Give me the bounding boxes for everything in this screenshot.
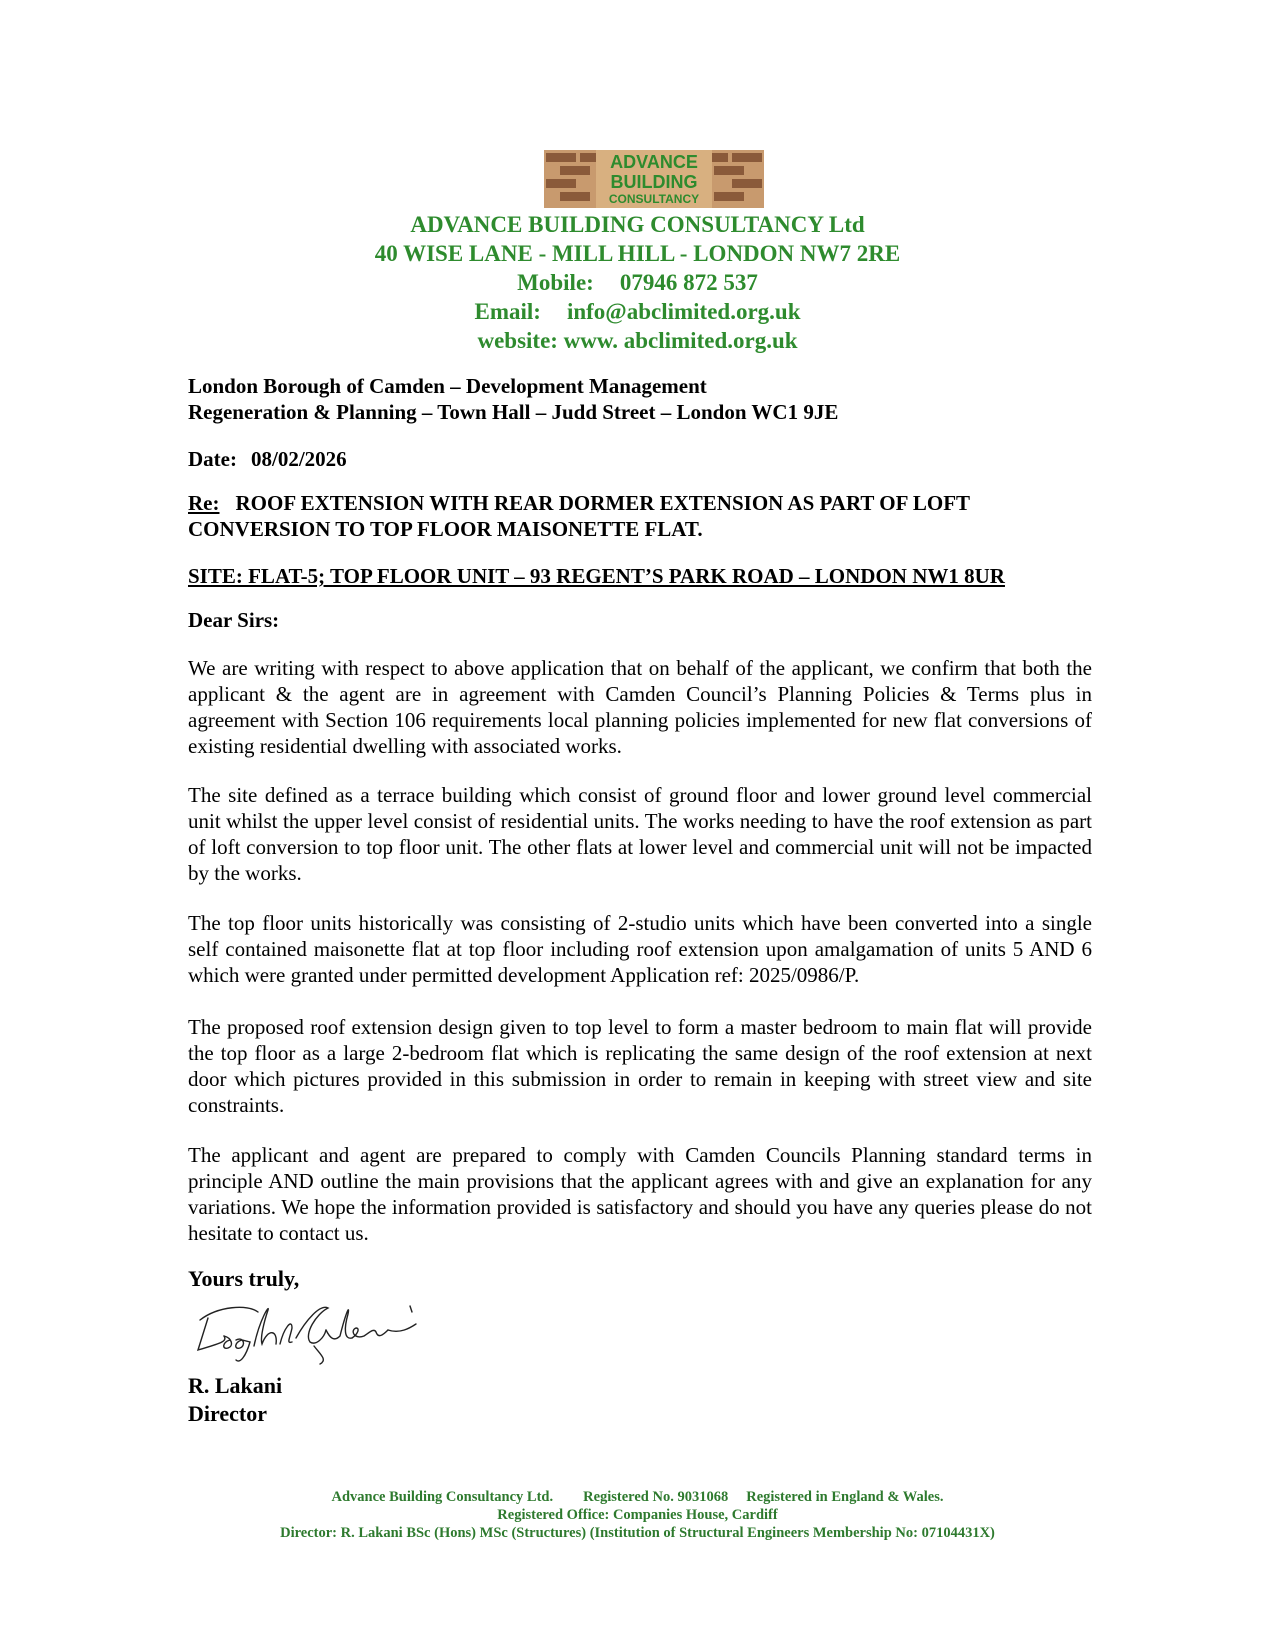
recipient-address — [188, 373, 1092, 425]
signatory-title: Director — [188, 1401, 267, 1426]
footer-reg-no: Registered No. 9031068 — [583, 1489, 729, 1505]
company-logo — [544, 150, 764, 208]
body-paragraph-4: The proposed roof extension design given to top level to form a master bedroom to main flat will provide the top floor as a large 2-bedroom flat which is replicating the same design of the roof extension at next door which pictures provided in this submission in order to remain in keeping with street view and site constraints. — [188, 1015, 1092, 1117]
body-paragraph-2: The site defined as a terrace building which consist of ground floor and lower ground level commercial unit whilst the upper level consist of residential units. The works needing to have the roof extension as part of loft conversion to top floor unit. The other flats at lower level and commercial unit will not be impacted by the works. — [188, 783, 1092, 885]
logo-line2: BUILDING — [610, 172, 698, 192]
logo-line1: ADVANCE — [610, 152, 698, 172]
footer-director: Director: R. Lakani BSc (Hons) MSc (Structures) (Institution of Structural Engineers Membership No: 07104431X) — [280, 1525, 995, 1541]
company-email — [0, 297, 1275, 326]
body-paragraph-3: The top floor units historically was consisting of 2-studio units which have been converted into a single self contained maisonette flat at top floor including roof extension upon amalgamation of units 5 AND 6 which were granted under permitted development Application ref: 2025/0986/P. — [188, 911, 1092, 987]
company-mobile — [0, 268, 1275, 297]
footer-office: Registered Office: Companies House, Cardiff — [497, 1507, 778, 1523]
letter-date — [188, 446, 1092, 472]
footer-company: Advance Building Consultancy Ltd. — [331, 1489, 554, 1505]
date-label: Date: — [188, 447, 237, 471]
company-website: website: www. abclimited.org.uk — [477, 328, 798, 353]
salutation: Dear Sirs: — [188, 608, 280, 632]
re-line1: ROOF EXTENSION WITH REAR DORMER EXTENSION AS PART OF LOFT — [235, 491, 971, 515]
company-address: 40 WISE LANE - MILL HILL - LONDON NW7 2RE — [374, 241, 901, 266]
re-line2: CONVERSION TO TOP FLOOR MAISONETTE FLAT. — [188, 517, 703, 541]
mobile-label: Mobile: — [517, 270, 594, 295]
footer-registration — [0, 1488, 1275, 1506]
logo-line3: CONSULTANCY — [608, 192, 700, 206]
recipient-line1: London Borough of Camden – Development Management — [188, 374, 707, 398]
body-paragraph-1: We are writing with respect to above application that on behalf of the applicant, we confirm that both the applicant & the agent are in agreement with Camden Council’s Planning Policies & Terms plus in agreement with Section 106 requirements local planning policies implemented for new flat conversions of existing residential dwelling with associated works. — [188, 656, 1092, 758]
date-value: 08/02/2026 — [250, 447, 347, 471]
company-name: ADVANCE BUILDING CONSULTANCY Ltd — [410, 212, 865, 237]
site-line: SITE: FLAT-5; TOP FLOOR UNIT – 93 REGENT’S PARK ROAD – LONDON NW1 8UR — [188, 564, 1005, 588]
signatory — [188, 1372, 1092, 1428]
mobile-number: 07946 872 537 — [619, 270, 758, 295]
footer-reg-in: Registered in England & Wales. — [746, 1489, 944, 1505]
email-address: info@abclimited.org.uk — [566, 299, 801, 324]
signatory-name: R. Lakani — [188, 1373, 283, 1398]
subject-line — [188, 490, 1092, 542]
recipient-line2: Regeneration & Planning – Town Hall – Judd Street – London WC1 9JE — [188, 400, 839, 424]
re-label: Re: — [188, 491, 220, 515]
handwritten-signature — [188, 1298, 438, 1368]
closing: Yours truly, — [188, 1266, 300, 1291]
email-label: Email: — [474, 299, 541, 324]
body-paragraph-5: The applicant and agent are prepared to comply with Camden Councils Planning standard terms in principle AND outline the main provisions that the applicant agrees with and give an explanation for any variations. We hope the information provided is satisfactory and should you have any queries please do not hesitate to contact us. — [188, 1143, 1092, 1245]
